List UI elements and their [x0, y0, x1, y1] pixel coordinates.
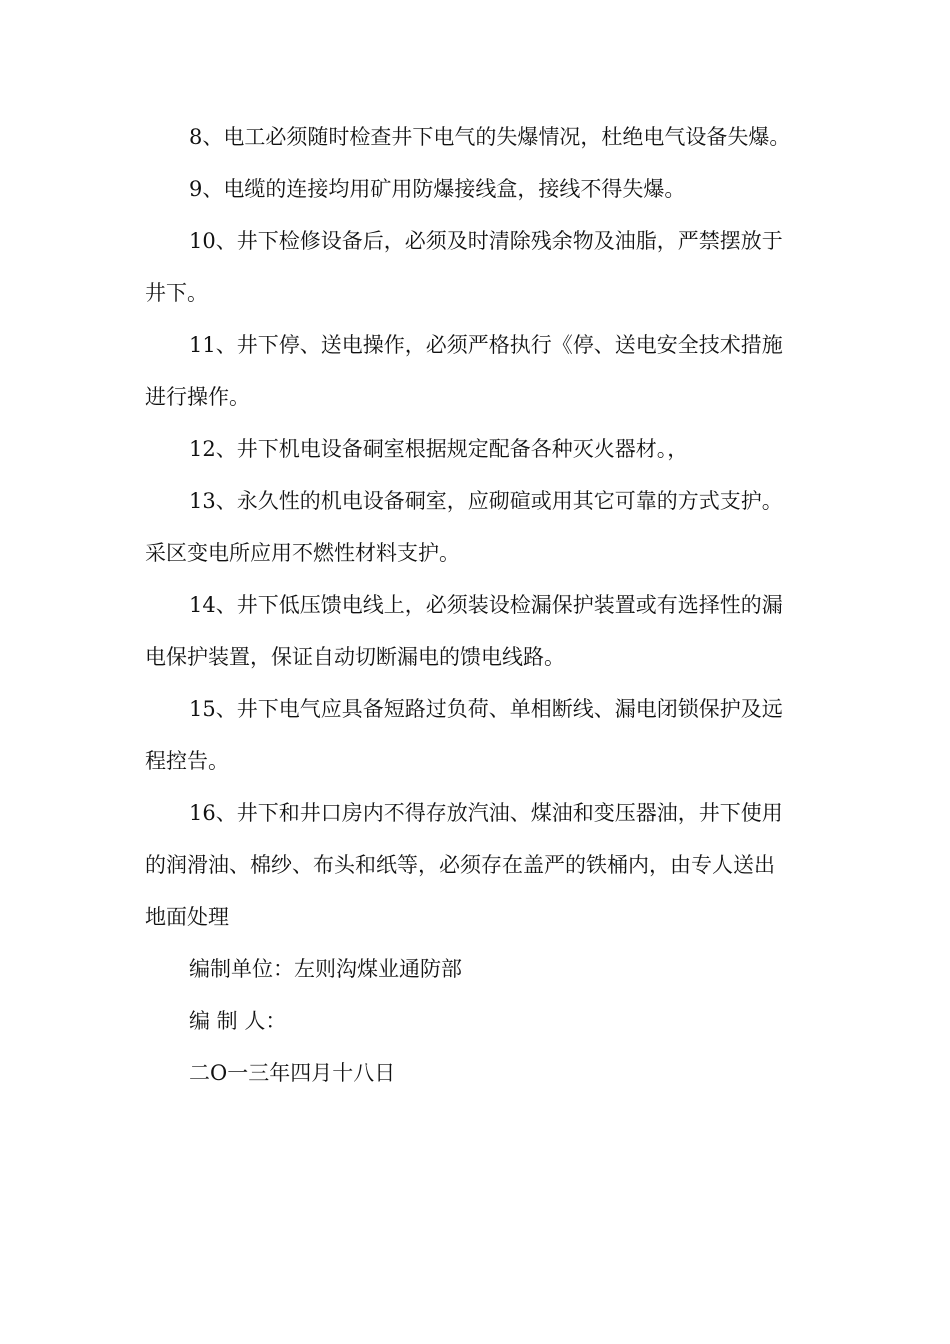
- rule-item-13: 13、永久性的机电设备硐室，应砌碹或用其它可靠的方式支护。采区变电所应用不燃性材料支护。: [145, 489, 783, 565]
- document-body: [145, 111, 795, 1099]
- rule-item-11: 11、井下停、送电操作，必须严格执行《停、送电安全技术措施进行操作。: [145, 333, 783, 409]
- rule-item-15: 15、井下电气应具备短路过负荷、单相断线、漏电闭锁保护及远程控告。: [145, 697, 783, 773]
- rule-item-16: 16、井下和井口房内不得存放汽油、煤油和变压器油，井下使用的润滑油、棉纱、布头和纸等，必须存在盖严的铁桶内，由专人送出地面处理: [145, 801, 783, 929]
- rule-item-9: 9、电缆的连接均用矿用防爆接线盒，接线不得失爆。: [189, 177, 686, 201]
- rule-item-8: 8、电工必须随时检查井下电气的失爆情况，杜绝电气设备失爆。: [189, 125, 791, 149]
- rule-item-12: 12、井下机电设备硐室根据规定配备各种灭火器材。，: [189, 437, 689, 461]
- compiling-unit: 编制单位：左则沟煤业通防部: [189, 957, 462, 981]
- rule-item-14: 14、井下低压馈电线上，必须装设检漏保护装置或有选择性的漏电保护装置，保证自动切断漏电的馈电线路。: [145, 593, 783, 669]
- compiler: 编 制 人：: [189, 1009, 287, 1033]
- compile-date: 二O一三年四月十八日: [189, 1061, 396, 1085]
- rule-item-10: 10、井下检修设备后，必须及时清除残余物及油脂，严禁摆放于井下。: [145, 229, 783, 305]
